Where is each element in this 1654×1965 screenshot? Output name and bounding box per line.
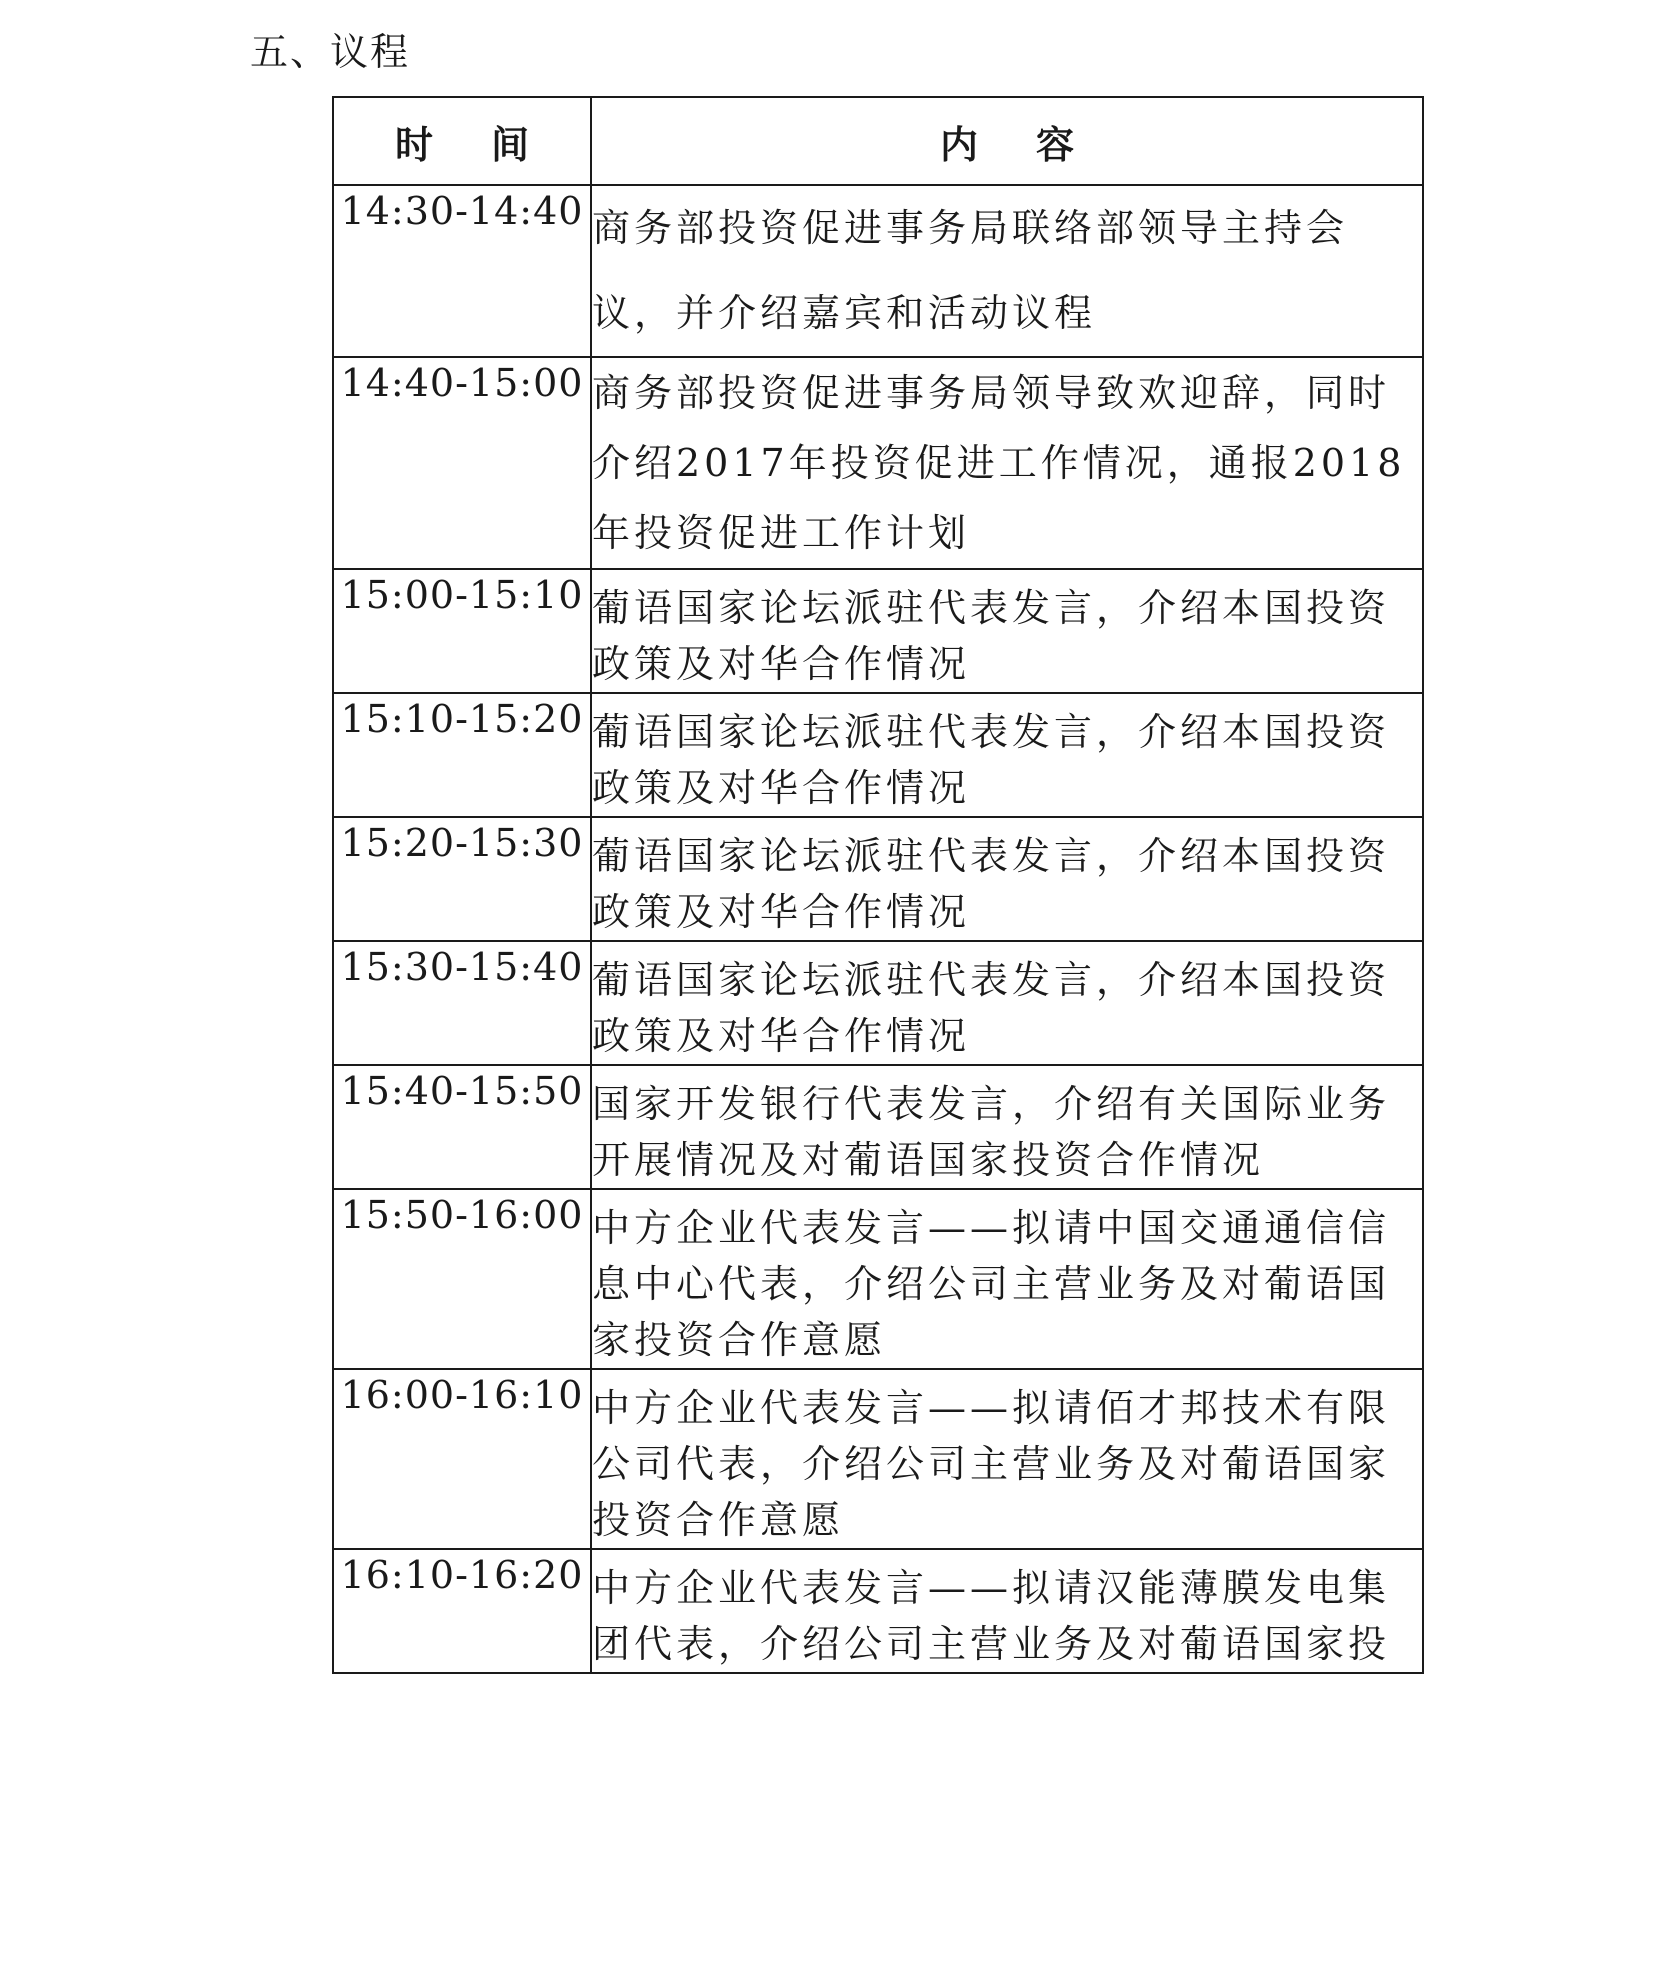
row-time: 15:30-15:40 [333,941,591,1065]
row-time: 15:10-15:20 [333,693,591,817]
row-content: 商务部投资促进事务局联络部领导主持会议，并介绍嘉宾和活动议程 [591,185,1423,357]
row-content: 葡语国家论坛派驻代表发言，介绍本国投资政策及对华合作情况 [591,569,1423,693]
table-row [333,693,1423,817]
table-row [333,1189,1423,1369]
row-content: 中方企业代表发言——拟请佰才邦技术有限公司代表，介绍公司主营业务及对葡语国家投资合作意愿 [591,1369,1423,1549]
row-time: 15:50-16:00 [333,1189,591,1369]
table-header-row [333,97,1423,185]
table-row [333,941,1423,1065]
section-heading: 五、议程 [250,30,411,74]
row-time: 15:20-15:30 [333,817,591,941]
header-time: 时间 [333,97,591,185]
row-time: 16:00-16:10 [333,1369,591,1549]
table-row [333,1369,1423,1549]
row-time: 15:00-15:10 [333,569,591,693]
agenda-table [332,96,1424,1674]
table-row [333,1549,1423,1673]
row-content: 中方企业代表发言——拟请汉能薄膜发电集团代表，介绍公司主营业务及对葡语国家投 [591,1549,1423,1673]
row-content: 葡语国家论坛派驻代表发言，介绍本国投资政策及对华合作情况 [591,693,1423,817]
row-time: 15:40-15:50 [333,1065,591,1189]
row-time: 14:40-15:00 [333,357,591,569]
row-content: 国家开发银行代表发言，介绍有关国际业务开展情况及对葡语国家投资合作情况 [591,1065,1423,1189]
row-content: 商务部投资促进事务局领导致欢迎辞，同时介绍2017年投资促进工作情况，通报2018年投资促进工作计划 [591,357,1423,569]
row-time: 14:30-14:40 [333,185,591,357]
table-row [333,357,1423,569]
table-row [333,185,1423,357]
table-row [333,1065,1423,1189]
table-row [333,569,1423,693]
row-content: 葡语国家论坛派驻代表发言，介绍本国投资政策及对华合作情况 [591,817,1423,941]
row-time: 16:10-16:20 [333,1549,591,1673]
row-content: 葡语国家论坛派驻代表发言，介绍本国投资政策及对华合作情况 [591,941,1423,1065]
table-row [333,817,1423,941]
row-content: 中方企业代表发言——拟请中国交通通信信息中心代表，介绍公司主营业务及对葡语国家投资合作意愿 [591,1189,1423,1369]
header-content: 内容 [591,97,1423,185]
